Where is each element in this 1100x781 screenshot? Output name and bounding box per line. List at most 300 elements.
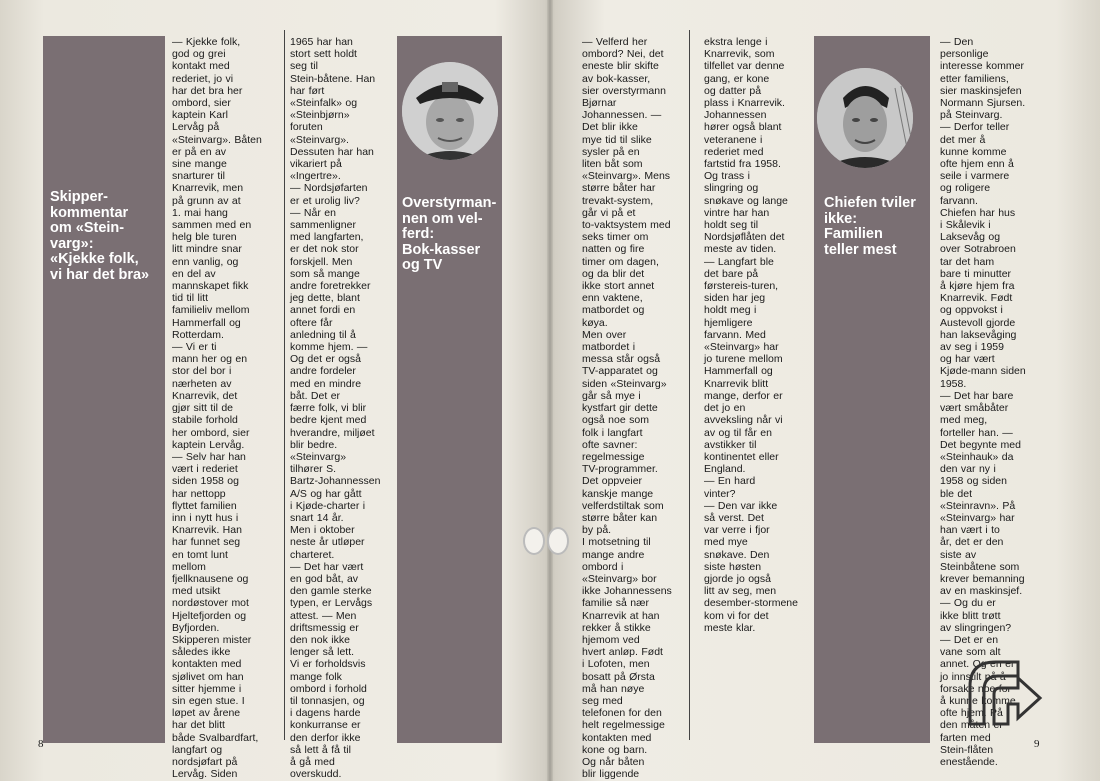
text-line: sitter hjemme i bbox=[172, 682, 242, 695]
text-line: av en maskinsjef. bbox=[940, 585, 1023, 598]
text-line: vært i rederiet bbox=[172, 463, 238, 476]
text-line: mye tid til slike bbox=[582, 133, 652, 146]
text-line: andre foretrekker bbox=[290, 280, 371, 293]
text-line: har funnet seg bbox=[172, 536, 241, 549]
text-line: Normann Sjursen. bbox=[940, 97, 1026, 110]
text-line: Og det er også bbox=[290, 353, 361, 366]
text-line: «Steinvarg» bor bbox=[582, 572, 657, 585]
text-line: vane som alt bbox=[940, 646, 1001, 659]
text-line: sier overstyrmann bbox=[582, 84, 666, 97]
text-line: — Og du er bbox=[940, 597, 996, 610]
text-line: farvann. Med bbox=[704, 328, 766, 341]
text-line: rekker å stikke bbox=[582, 621, 651, 634]
text-line: således ikke bbox=[172, 646, 231, 659]
text-line: kystfart gir dette bbox=[582, 402, 658, 415]
text-line: personlige bbox=[940, 48, 989, 61]
text-line: med meg, bbox=[940, 414, 988, 427]
magazine-logo-icon bbox=[962, 652, 1046, 737]
text-line: sier maskinsjefen bbox=[940, 84, 1022, 97]
text-line: er et urolig liv? bbox=[290, 194, 360, 207]
text-line: blir bedre. bbox=[290, 438, 338, 451]
text-line: kone og barn. bbox=[582, 743, 648, 756]
text-line: Stein-flåten bbox=[940, 743, 994, 756]
text-line: båt. Det er bbox=[290, 389, 341, 402]
text-line: plass i Knarrevik. bbox=[704, 97, 785, 110]
text-line: han vært i to bbox=[940, 524, 1000, 537]
text-line: — Velferd her bbox=[582, 36, 648, 48]
text-line: på Steinvarg. bbox=[940, 109, 1003, 122]
text-line: hvert anløp. Født bbox=[582, 646, 663, 659]
text-line: — Selv har han bbox=[172, 450, 246, 463]
text-line: ekstra lenge i bbox=[704, 36, 768, 48]
text-line: Knarrevik. Han bbox=[172, 524, 242, 537]
text-line: litt mindre snar bbox=[172, 243, 242, 256]
text-line: kontakten med bbox=[172, 658, 242, 671]
binding-hole bbox=[547, 527, 569, 555]
text-line: den måten er bbox=[940, 719, 1003, 732]
text-line: Det begynte med bbox=[940, 438, 1021, 451]
text-line: Byfjorden. bbox=[172, 621, 220, 634]
text-line: «Steinbjørn» bbox=[290, 109, 350, 122]
text-line: «Steinvarg» har bbox=[940, 511, 1015, 524]
text-line: «Steinvarg». Båten bbox=[172, 133, 262, 146]
text-line: kontinentet eller bbox=[704, 450, 779, 463]
text-line: Rotterdam. bbox=[172, 328, 224, 341]
text-line: mannskapet fikk bbox=[172, 280, 249, 293]
text-line: kom vi for det bbox=[704, 609, 769, 622]
text-line: jeg dette, blant bbox=[290, 292, 360, 305]
text-line: sysler på en bbox=[582, 145, 640, 158]
text-line: nærheten av bbox=[172, 377, 232, 390]
text-line: Lervåg på bbox=[172, 121, 220, 134]
page-number-right: 9 bbox=[1034, 738, 1040, 750]
text-line: den var ny i bbox=[940, 463, 996, 476]
text-line: med langfarten, bbox=[290, 231, 364, 244]
text-line: seg til bbox=[290, 60, 318, 73]
text-line: hjemom ved bbox=[582, 633, 640, 646]
text-line: Chiefen har hus bbox=[940, 206, 1016, 219]
text-line: færre folk, vi blir bbox=[290, 402, 367, 415]
text-line: av og til får en bbox=[704, 426, 772, 439]
text-line: sammen med en bbox=[172, 219, 252, 232]
text-line: en god båt, av bbox=[290, 572, 359, 585]
text-line: Kjøde-mann siden bbox=[940, 365, 1026, 378]
text-line: Det blir ikke bbox=[582, 121, 638, 134]
article-column-2 bbox=[290, 36, 390, 780]
text-line: bosatt på Ørsta bbox=[582, 670, 655, 683]
text-line: med mye bbox=[704, 536, 748, 549]
text-line: hverandre, miljøet bbox=[290, 426, 375, 439]
man-portrait-photo bbox=[817, 68, 913, 168]
text-line: kaptein Lervåg. bbox=[172, 438, 245, 451]
text-line: stabile forhold bbox=[172, 414, 238, 427]
text-line: og har vært bbox=[940, 353, 995, 366]
text-line: det bare på bbox=[704, 267, 759, 280]
text-line: ombord, sier bbox=[172, 97, 231, 110]
text-line: meste av tiden. bbox=[704, 243, 777, 256]
text-line: konkurranse er bbox=[290, 719, 361, 732]
text-line: — Kjekke folk, bbox=[172, 36, 241, 48]
text-line: I motsetning til bbox=[582, 536, 651, 549]
text-line: kontakt med bbox=[172, 60, 230, 73]
text-line: «Steinvarg». Mens bbox=[582, 170, 671, 183]
binding-hole bbox=[523, 527, 545, 555]
text-line: to-vaktsystem med bbox=[582, 219, 671, 232]
text-line: går vi på et bbox=[582, 206, 636, 219]
text-line: større båter har bbox=[582, 182, 656, 195]
text-line: — En hard bbox=[704, 475, 756, 488]
text-line: over Sotrabroen bbox=[940, 243, 1016, 256]
text-line: tid til litt bbox=[172, 292, 209, 305]
text-line: annet fordi en bbox=[290, 304, 356, 317]
text-line: førstereis-turen, bbox=[704, 280, 779, 293]
text-line: å gå med bbox=[290, 755, 335, 768]
officer-portrait-photo bbox=[402, 62, 498, 160]
text-line: seile i varmere bbox=[940, 170, 1010, 183]
text-line: han laksevåging bbox=[940, 328, 1017, 341]
text-line: Men i oktober bbox=[290, 524, 355, 537]
headline-band-1 bbox=[43, 36, 165, 743]
text-line: 1. mai hang bbox=[172, 206, 228, 219]
text-line: Knarrevik, som bbox=[704, 48, 775, 61]
text-line: matbordet i bbox=[582, 341, 636, 354]
text-line: overskudd. bbox=[290, 768, 342, 781]
text-line: foruten bbox=[290, 121, 323, 134]
text-line: natten og fire bbox=[582, 243, 645, 256]
text-line: — Derfor teller bbox=[940, 121, 1010, 134]
text-line: i Lofoten, men bbox=[582, 658, 650, 671]
text-line: TV-apparatet og bbox=[582, 365, 658, 378]
text-line: kontakten med bbox=[582, 731, 652, 744]
text-line: enn vanlig, og bbox=[172, 255, 239, 268]
text-line: Knarrevik, det bbox=[172, 389, 238, 402]
text-line: i Kjøde-charter i bbox=[290, 499, 366, 512]
headline-1: Skipper- kommentar om «Stein- varg»: «Kjekke folk, vi har det bra» bbox=[50, 189, 150, 283]
text-line: kanskje mange bbox=[582, 487, 654, 500]
text-line: enn vaktene, bbox=[582, 292, 643, 305]
text-line: tar det ham bbox=[940, 255, 995, 268]
text-line: vintre har han bbox=[704, 206, 770, 219]
text-line: gang, er kone bbox=[704, 72, 770, 85]
text-line: jo turene mellom bbox=[704, 353, 783, 366]
text-line: med en mindre bbox=[290, 377, 362, 390]
text-line: har nettopp bbox=[172, 487, 226, 500]
text-line: sine mange bbox=[172, 158, 227, 171]
text-line: messa står også bbox=[582, 353, 661, 366]
text-line: ikke Johannessens bbox=[582, 585, 672, 598]
text-line: meste klar. bbox=[704, 621, 756, 634]
text-line: forsake noe for bbox=[940, 682, 1012, 695]
text-line: annet. Og en er bbox=[940, 658, 1015, 671]
text-line: komme hjem. — bbox=[290, 341, 368, 354]
page-number-left: 8 bbox=[38, 738, 44, 750]
text-line: større båter kan bbox=[582, 511, 658, 524]
column-rule bbox=[284, 30, 285, 740]
text-line: har ført bbox=[290, 84, 325, 97]
text-line: Knarrevik, men bbox=[172, 182, 244, 195]
text-line: avveksling når vi bbox=[704, 414, 783, 427]
text-line: slingring og bbox=[704, 182, 759, 195]
text-line: Laksevåg og bbox=[940, 231, 1001, 244]
page-gutter bbox=[547, 0, 553, 781]
text-line: — Det er en bbox=[940, 633, 999, 646]
text-line: TV-programmer. bbox=[582, 463, 658, 476]
text-line: mange andre bbox=[582, 548, 645, 561]
text-line: regelmessige bbox=[582, 450, 645, 463]
text-line: velferdstiltak som bbox=[582, 499, 664, 512]
text-line: så lett å få til bbox=[290, 743, 351, 756]
text-line: folk i langfart bbox=[582, 426, 643, 439]
text-line: ikke blitt trøtt bbox=[940, 609, 1001, 622]
text-line: attest. — Men bbox=[290, 609, 357, 622]
text-line: Knarrevik. Født bbox=[940, 292, 1013, 305]
text-line: gjorde jo også bbox=[704, 572, 771, 585]
text-line: Hjeltefjorden og bbox=[172, 609, 247, 622]
text-line: seks timer om bbox=[582, 231, 649, 244]
text-line: ble det bbox=[940, 487, 973, 500]
text-line: i dagens harde bbox=[290, 707, 361, 720]
text-line: tilfellet var denne bbox=[704, 60, 785, 73]
text-line: Hammerfall og bbox=[704, 365, 773, 378]
text-line: ikke stort annet bbox=[582, 280, 655, 293]
text-line: på grunn av at bbox=[172, 194, 241, 207]
text-line: og datter på bbox=[704, 84, 762, 97]
text-line: av seg i 1959 bbox=[940, 341, 1004, 354]
text-line: interesse kommer bbox=[940, 60, 1024, 73]
text-line: «Steinravn». På bbox=[940, 499, 1016, 512]
text-line: går så mye i bbox=[582, 389, 641, 402]
text-line: stor del bor i bbox=[172, 365, 232, 378]
text-line: så verst. Det bbox=[704, 511, 764, 524]
text-line: sjølivet om han bbox=[172, 670, 244, 683]
text-line: inn i nytt hus i bbox=[172, 511, 239, 524]
text-line: gjør sitt til de bbox=[172, 402, 234, 415]
column-rule bbox=[689, 30, 690, 740]
text-line: trevakt-system, bbox=[582, 194, 654, 207]
text-line: ofte hjem. På bbox=[940, 707, 1003, 720]
text-line: snøkave og lange bbox=[704, 194, 788, 207]
article-column-4 bbox=[704, 36, 806, 634]
text-line: Og trass i bbox=[704, 170, 750, 183]
text-line: vikariert på bbox=[290, 158, 342, 171]
text-line: den nok ikke bbox=[290, 633, 350, 646]
text-line: er på en av bbox=[172, 145, 227, 158]
text-line: siste høsten bbox=[704, 560, 762, 573]
man-portrait-icon bbox=[817, 68, 913, 168]
text-line: og roligere bbox=[940, 182, 991, 195]
text-line: etter familiens, bbox=[940, 72, 1009, 85]
text-line: vært småbåter bbox=[940, 402, 1009, 415]
text-line: farten med bbox=[940, 731, 991, 744]
text-line: i Skålevik i bbox=[940, 219, 991, 232]
text-line: hører også blant bbox=[704, 121, 782, 134]
text-line: stort sett holdt bbox=[290, 48, 357, 61]
text-line: jo innstilt på å bbox=[940, 670, 1006, 683]
text-line: helt regelmessige bbox=[582, 719, 665, 732]
text-line: Johannessen bbox=[704, 109, 767, 122]
text-line: siden har jeg bbox=[704, 292, 766, 305]
text-line: ofte savner: bbox=[582, 438, 638, 451]
text-line: Dessuten har han bbox=[290, 145, 374, 158]
text-line: — Den bbox=[940, 36, 974, 48]
text-line: eneste blir skifte bbox=[582, 60, 659, 73]
text-line: England. bbox=[704, 463, 746, 476]
text-line: litt av seg, men bbox=[704, 585, 777, 598]
text-line: god og grei bbox=[172, 48, 226, 61]
text-line: rederiet, jo vi bbox=[172, 72, 234, 85]
text-line: Lervåg. Siden bbox=[172, 768, 238, 781]
text-line: har det bra her bbox=[172, 84, 243, 97]
text-line: Knarrevik at han bbox=[582, 609, 660, 622]
text-line: en tomt lunt bbox=[172, 548, 228, 561]
text-line: Johannessen. — bbox=[582, 109, 662, 122]
text-line: by på. bbox=[582, 524, 612, 537]
text-line: Nordsjøflåten det bbox=[704, 231, 785, 244]
text-line: nordøstover mot bbox=[172, 597, 249, 610]
text-line: tilhører S. bbox=[290, 463, 337, 476]
text-line: av bok-kasser, bbox=[582, 72, 651, 85]
text-line: desember-stormene bbox=[704, 597, 798, 610]
text-line: andre fordeler bbox=[290, 365, 356, 378]
text-line: — Når en bbox=[290, 206, 336, 219]
headline-3: Chiefen tviler ikke: Familien teller mest bbox=[824, 195, 916, 258]
text-line: 1965 har han bbox=[290, 36, 353, 48]
text-line: kaptein Karl bbox=[172, 109, 228, 122]
text-line: hjemligere bbox=[704, 316, 753, 329]
text-line: 1958 og siden bbox=[940, 475, 1007, 488]
text-line: Austevoll gjorde bbox=[940, 316, 1016, 329]
text-line: ombord i forhold bbox=[290, 682, 367, 695]
text-line: Knarrevik blitt bbox=[704, 377, 769, 390]
text-line: matbordet og bbox=[582, 304, 645, 317]
text-line: var verre i fjor bbox=[704, 524, 770, 537]
article-column-1 bbox=[172, 36, 282, 780]
text-line: også noe som bbox=[582, 414, 649, 427]
text-line: mange, derfor er bbox=[704, 389, 783, 402]
text-line: — Vi er ti bbox=[172, 341, 217, 354]
text-line: fjellknausene og bbox=[172, 572, 249, 585]
text-line: her ombord, sier bbox=[172, 426, 250, 439]
text-line: og da blir det bbox=[582, 267, 645, 280]
text-line: fartstid fra 1958. bbox=[704, 158, 781, 171]
text-line: mann her og en bbox=[172, 353, 248, 366]
text-line: Bjørnar bbox=[582, 97, 617, 110]
article-column-3 bbox=[582, 36, 686, 780]
text-line: — Det har vært bbox=[290, 560, 364, 573]
text-line: typen, er Lervågs bbox=[290, 597, 373, 610]
text-line: forteller han. — bbox=[940, 426, 1013, 439]
text-line: nordsjøfart på bbox=[172, 755, 238, 768]
text-line: A/S og har gått bbox=[290, 487, 362, 500]
text-line: seg med bbox=[582, 694, 623, 707]
text-line: av slingringen? bbox=[940, 621, 1012, 634]
text-line: Vi er forholdsvis bbox=[290, 658, 366, 671]
text-line: å kunne komme bbox=[940, 694, 1016, 707]
text-line: år, det er den bbox=[940, 536, 1004, 549]
text-line: «Ingertre». bbox=[290, 170, 341, 183]
text-line: løpet av årene bbox=[172, 707, 241, 720]
text-line: — Nordsjøfarten bbox=[290, 182, 368, 195]
text-line: driftsmessig er bbox=[290, 621, 359, 634]
text-line: å kjøre hjem fra bbox=[940, 280, 1015, 293]
text-line: bedre kjent med bbox=[290, 414, 367, 427]
text-line: Steinbåtene som bbox=[940, 560, 1020, 573]
text-line: er det nok stor bbox=[290, 243, 359, 256]
text-line: «Steinvarg». bbox=[290, 133, 349, 146]
text-line: blir liggende bbox=[582, 768, 640, 781]
text-line: holdt meg i bbox=[704, 304, 757, 317]
text-line: mellom bbox=[172, 560, 206, 573]
text-line: anledning til å bbox=[290, 328, 356, 341]
text-line: ombord i bbox=[582, 560, 624, 573]
text-line: Og når båten bbox=[582, 755, 645, 768]
text-line: rederiet med bbox=[704, 145, 764, 158]
text-line: sin egen stue. I bbox=[172, 694, 245, 707]
text-line: timer om dagen, bbox=[582, 255, 659, 268]
headline-2: Overstyrman- nen om vel- ferd: Bok-kasser og TV bbox=[402, 195, 497, 273]
text-line: med utsikt bbox=[172, 585, 221, 598]
text-line: avstikker til bbox=[704, 438, 757, 451]
text-line: Hammerfall og bbox=[172, 316, 241, 329]
text-line: holdt seg til bbox=[704, 219, 759, 232]
text-line: telefonen for den bbox=[582, 707, 662, 720]
text-line: langfart og bbox=[172, 743, 223, 756]
text-line: krever bemanning bbox=[940, 572, 1025, 585]
text-line: det jo en bbox=[704, 402, 746, 415]
text-line: må han nøye bbox=[582, 682, 645, 695]
text-line: enestående. bbox=[940, 755, 998, 768]
text-line: en del av bbox=[172, 267, 216, 280]
text-line: snarturer til bbox=[172, 170, 226, 183]
text-line: den derfor ikke bbox=[290, 731, 361, 744]
text-line: farvann. bbox=[940, 194, 978, 207]
officer-portrait-icon bbox=[402, 62, 498, 160]
text-line: ombord? Nei, det bbox=[582, 48, 664, 61]
text-line: Skipperen mister bbox=[172, 633, 252, 646]
text-line: siden «Steinvarg» bbox=[582, 377, 667, 390]
text-line: forskjell. Men bbox=[290, 255, 353, 268]
text-line: charteret. bbox=[290, 548, 335, 561]
text-line: flyttet familien bbox=[172, 499, 237, 512]
text-line: køya. bbox=[582, 316, 608, 329]
text-line: neste år utløper bbox=[290, 536, 365, 549]
text-line: snart 14 år. bbox=[290, 511, 344, 524]
text-line: Men over bbox=[582, 328, 627, 341]
text-line: siste av bbox=[940, 548, 977, 561]
text-line: helg ble turen bbox=[172, 231, 237, 244]
text-line: Stein-båtene. Han bbox=[290, 72, 376, 85]
text-line: «Steinvarg» bbox=[290, 450, 347, 463]
text-line: det mer å bbox=[940, 133, 986, 146]
text-line: veteranene i bbox=[704, 133, 763, 146]
text-line: sammenligner bbox=[290, 219, 356, 232]
text-line: Det oppveier bbox=[582, 475, 643, 488]
text-line: — Den var ikke bbox=[704, 499, 778, 512]
text-line: Bartz-Johannessen bbox=[290, 475, 381, 488]
text-line: — Det har bare bbox=[940, 389, 1014, 402]
text-line: familieliv mellom bbox=[172, 304, 250, 317]
text-line: 1958. bbox=[940, 377, 967, 390]
text-line: til tonnasjen, og bbox=[290, 694, 365, 707]
text-line: mange folk bbox=[290, 670, 342, 683]
text-line: vinter? bbox=[704, 487, 736, 500]
text-line: bare ti minutter bbox=[940, 267, 1012, 280]
text-line: oftere får bbox=[290, 316, 333, 329]
text-line: «Steinhauk» da bbox=[940, 450, 1014, 463]
text-line: lenger så lett. bbox=[290, 646, 355, 659]
text-line: liten båt som bbox=[582, 158, 643, 171]
text-line: «Steinfalk» og bbox=[290, 97, 358, 110]
